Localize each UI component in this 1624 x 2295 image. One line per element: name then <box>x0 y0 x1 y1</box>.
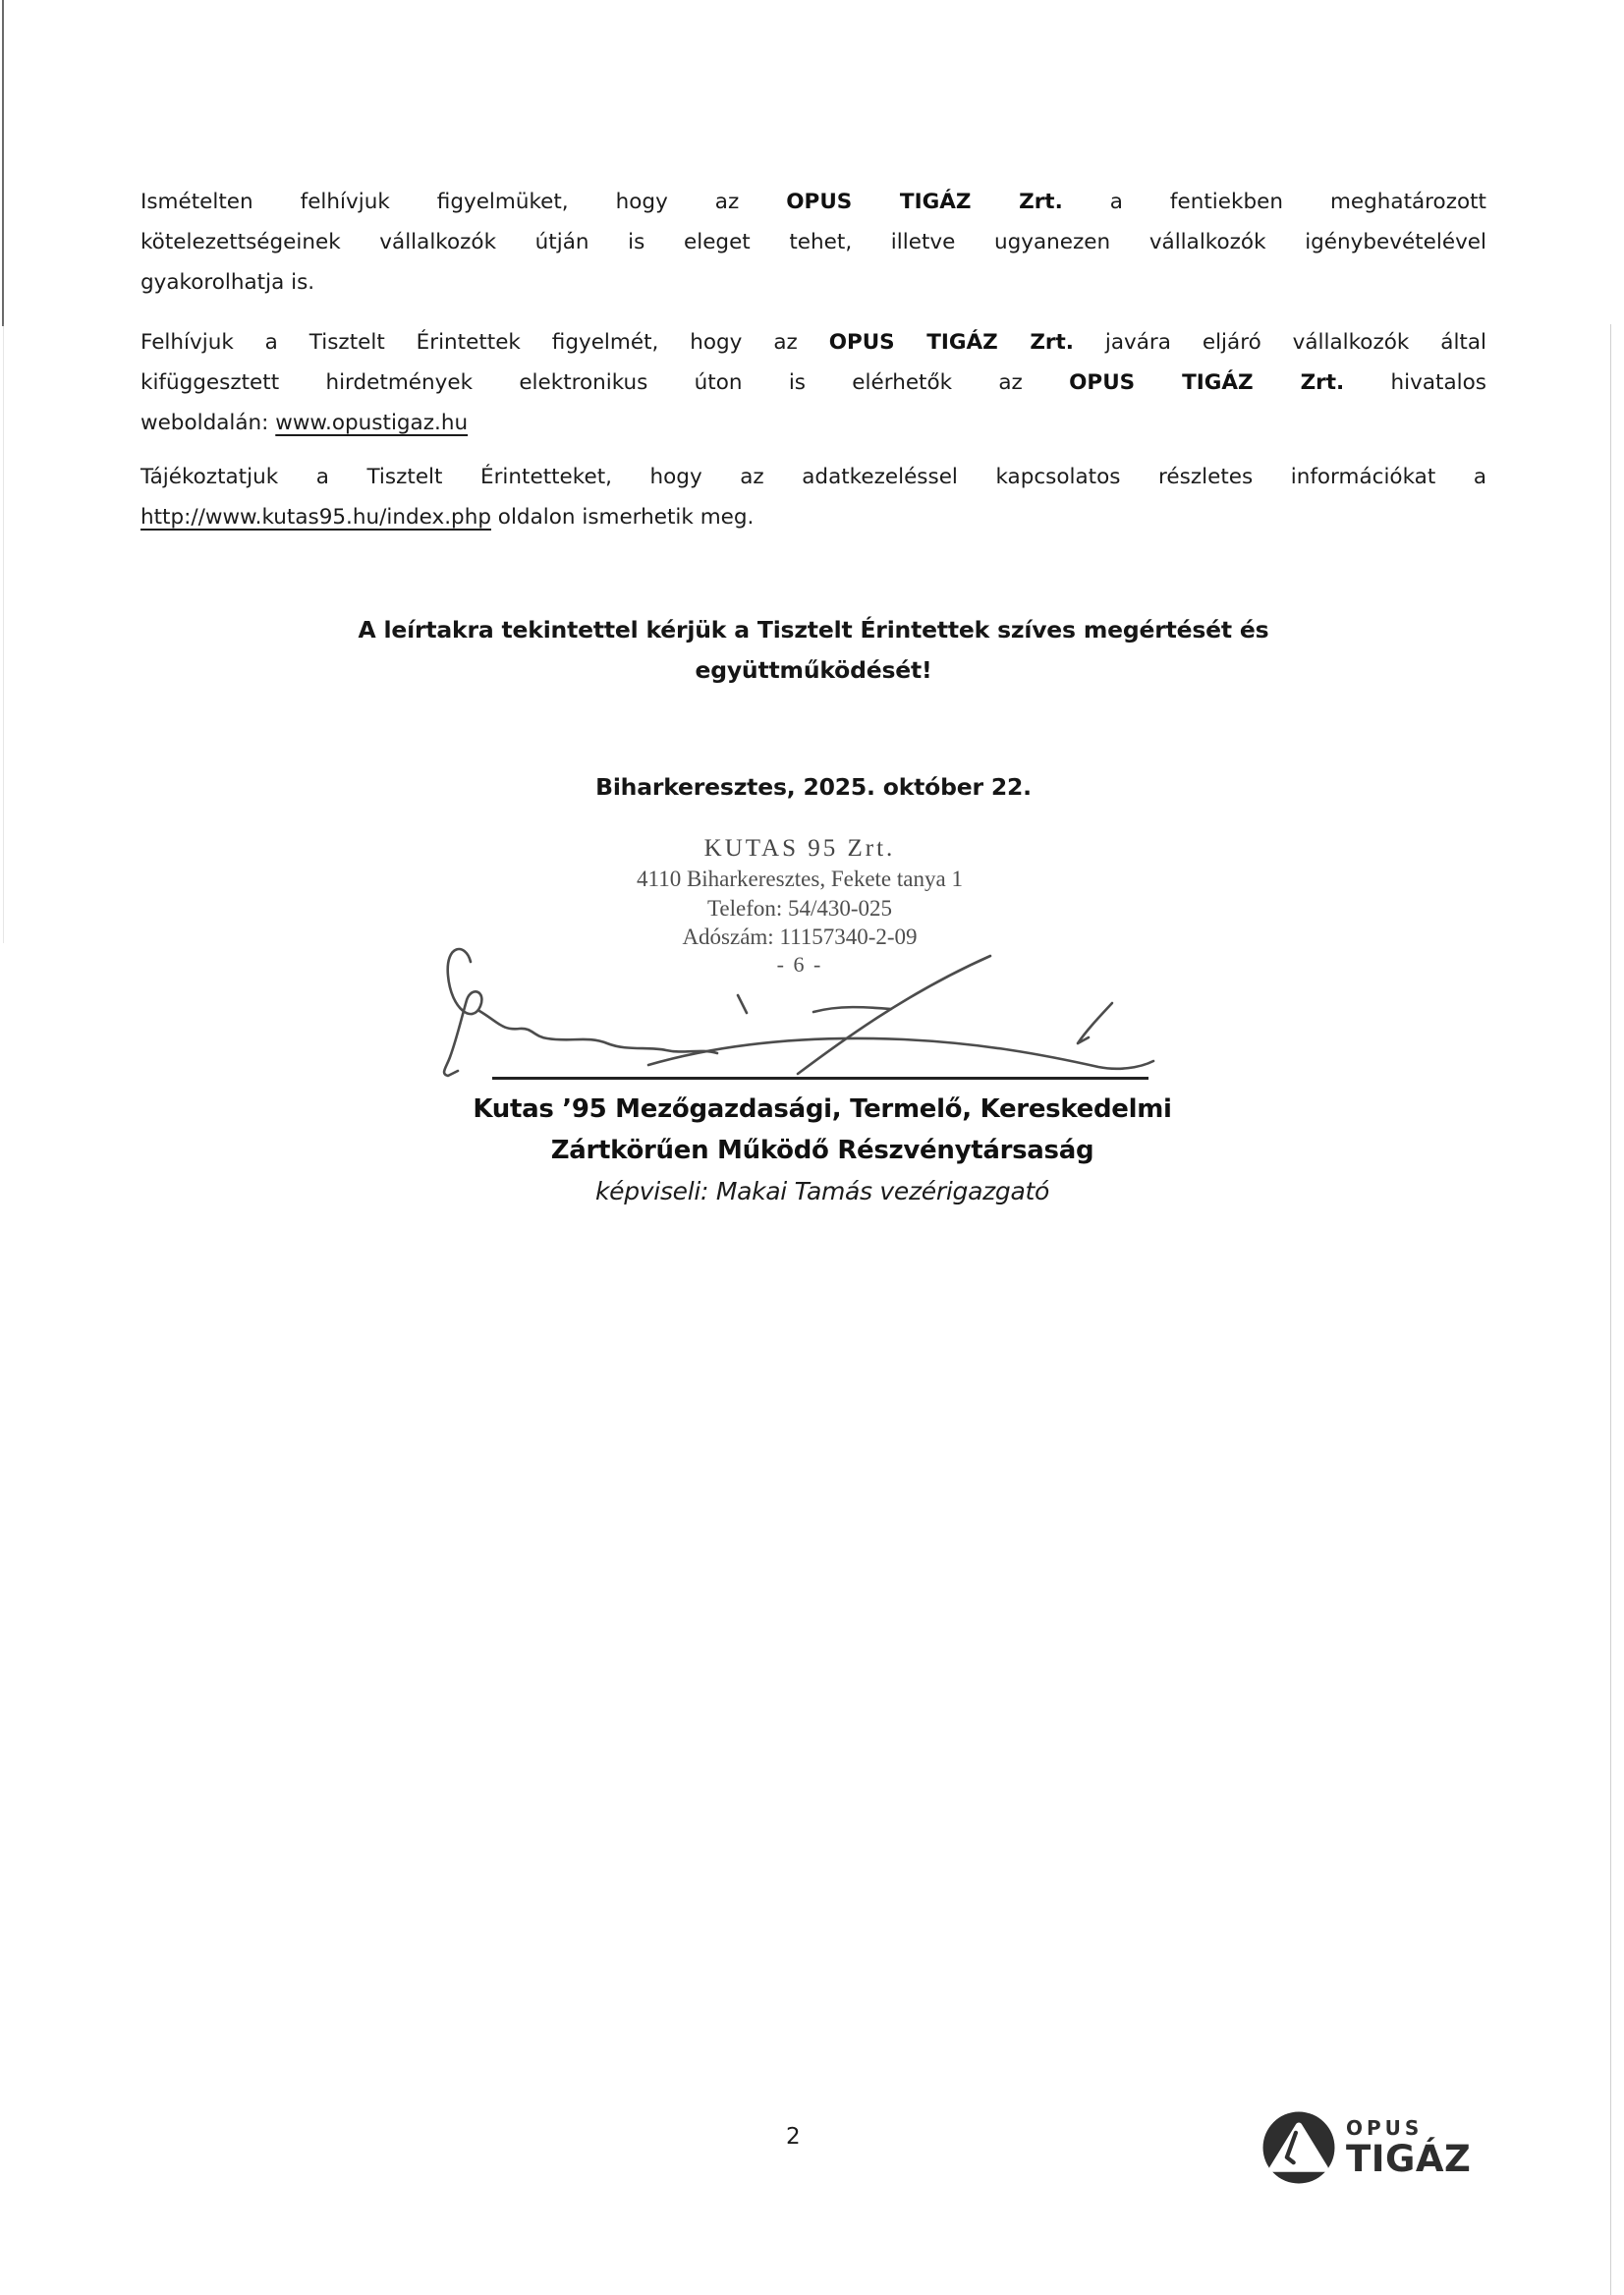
text-run: Tájékoztatjuk a Tisztelt Érintetteket, hogy az adatkezeléssel kapcsolatos részletes információkat a <box>140 465 1486 489</box>
paragraph-3-line-1 <box>140 457 1486 497</box>
text-run: a fentiekben meghatározott <box>1062 190 1486 214</box>
closing-statement-line-2: együttműködését! <box>695 656 932 684</box>
logo-wordmark <box>1346 2110 1472 2180</box>
link-kutas95-website[interactable]: http://www.kutas95.hu/index.php <box>140 505 491 530</box>
stamp-page-mark: - 6 - <box>776 952 823 977</box>
paragraph-2 <box>140 322 1486 443</box>
text-run: kifüggesztett hirdetmények elektronikus úton is elérhetők az <box>140 370 1070 395</box>
bold-company-name: OPUS TIGÁZ Zrt. <box>786 190 1063 214</box>
stamp-phone: Telefon: 54/430-025 <box>706 896 893 921</box>
signer-company-line-1: Kutas ’95 Mezőgazdasági, Termelő, Kereskedelmi <box>473 1094 1172 1124</box>
paragraph-2-line-3 <box>140 403 1486 443</box>
logo-text-tigaz: TIGÁZ <box>1346 2138 1472 2180</box>
text-run: Ismételten felhívjuk figyelmüket, hogy az <box>140 190 787 214</box>
signer-representative: képviseli: Makai Tamás vezérigazgató <box>594 1177 1050 1205</box>
text-run: javára eljáró vállalkozók által <box>1073 330 1486 355</box>
stamp-company-name: KUTAS 95 Zrt. <box>703 835 896 862</box>
text-run: weboldalán: <box>140 411 276 435</box>
logo-text-opus: OPUS <box>1346 2116 1424 2140</box>
text-run: Felhívjuk a Tisztelt Érintettek figyelmét, hogy az <box>140 330 829 355</box>
paragraph-2-line-1 <box>140 322 1486 363</box>
paragraph-1 <box>140 182 1486 303</box>
closing-statement-line-1: A leírtakra tekintettel kérjük a Tisztelt Érintettek szíves megértését és <box>358 616 1269 644</box>
link-opustigaz-website[interactable]: www.opustigaz.hu <box>275 411 469 435</box>
signature-block <box>140 1077 1486 1212</box>
bold-company-name: OPUS TIGÁZ Zrt. <box>828 330 1074 355</box>
text-run: oldalon ismerhetik meg. <box>490 505 755 530</box>
place-and-date: Biharkeresztes, 2025. október 22. <box>595 773 1032 801</box>
stamp-address: 4110 Biharkeresztes, Fekete tanya 1 <box>637 867 963 891</box>
paragraph-3-line-2 <box>140 497 1486 537</box>
paragraph-3 <box>140 457 1486 537</box>
mountain-badge-icon <box>1261 2110 1336 2185</box>
paragraph-1-line-1 <box>140 182 1486 222</box>
page-number: 2 <box>786 2124 801 2150</box>
stamp-tax-id: Adószám: 11157340-2-09 <box>682 924 918 949</box>
paragraph-1-line-2 <box>140 222 1486 262</box>
bold-company-name: OPUS TIGÁZ Zrt. <box>1069 370 1345 395</box>
paragraph-2-line-2 <box>140 363 1486 403</box>
text-run: hivatalos <box>1344 370 1486 395</box>
text-run: kötelezettségeinek vállalkozók útján is eleget tehet, illetve ugyanezen vállalkozók igénybevételével <box>140 230 1486 254</box>
signer-company-line-2: Zártkörűen Működő Részvénytársaság <box>550 1136 1094 1165</box>
text-run: gyakorolhatja is. <box>140 270 315 295</box>
handwritten-signature <box>354 926 1169 1093</box>
paragraph-1-line-3 <box>140 262 1486 303</box>
opus-tigaz-logo <box>1261 2110 1471 2185</box>
closing-statement <box>140 610 1486 691</box>
